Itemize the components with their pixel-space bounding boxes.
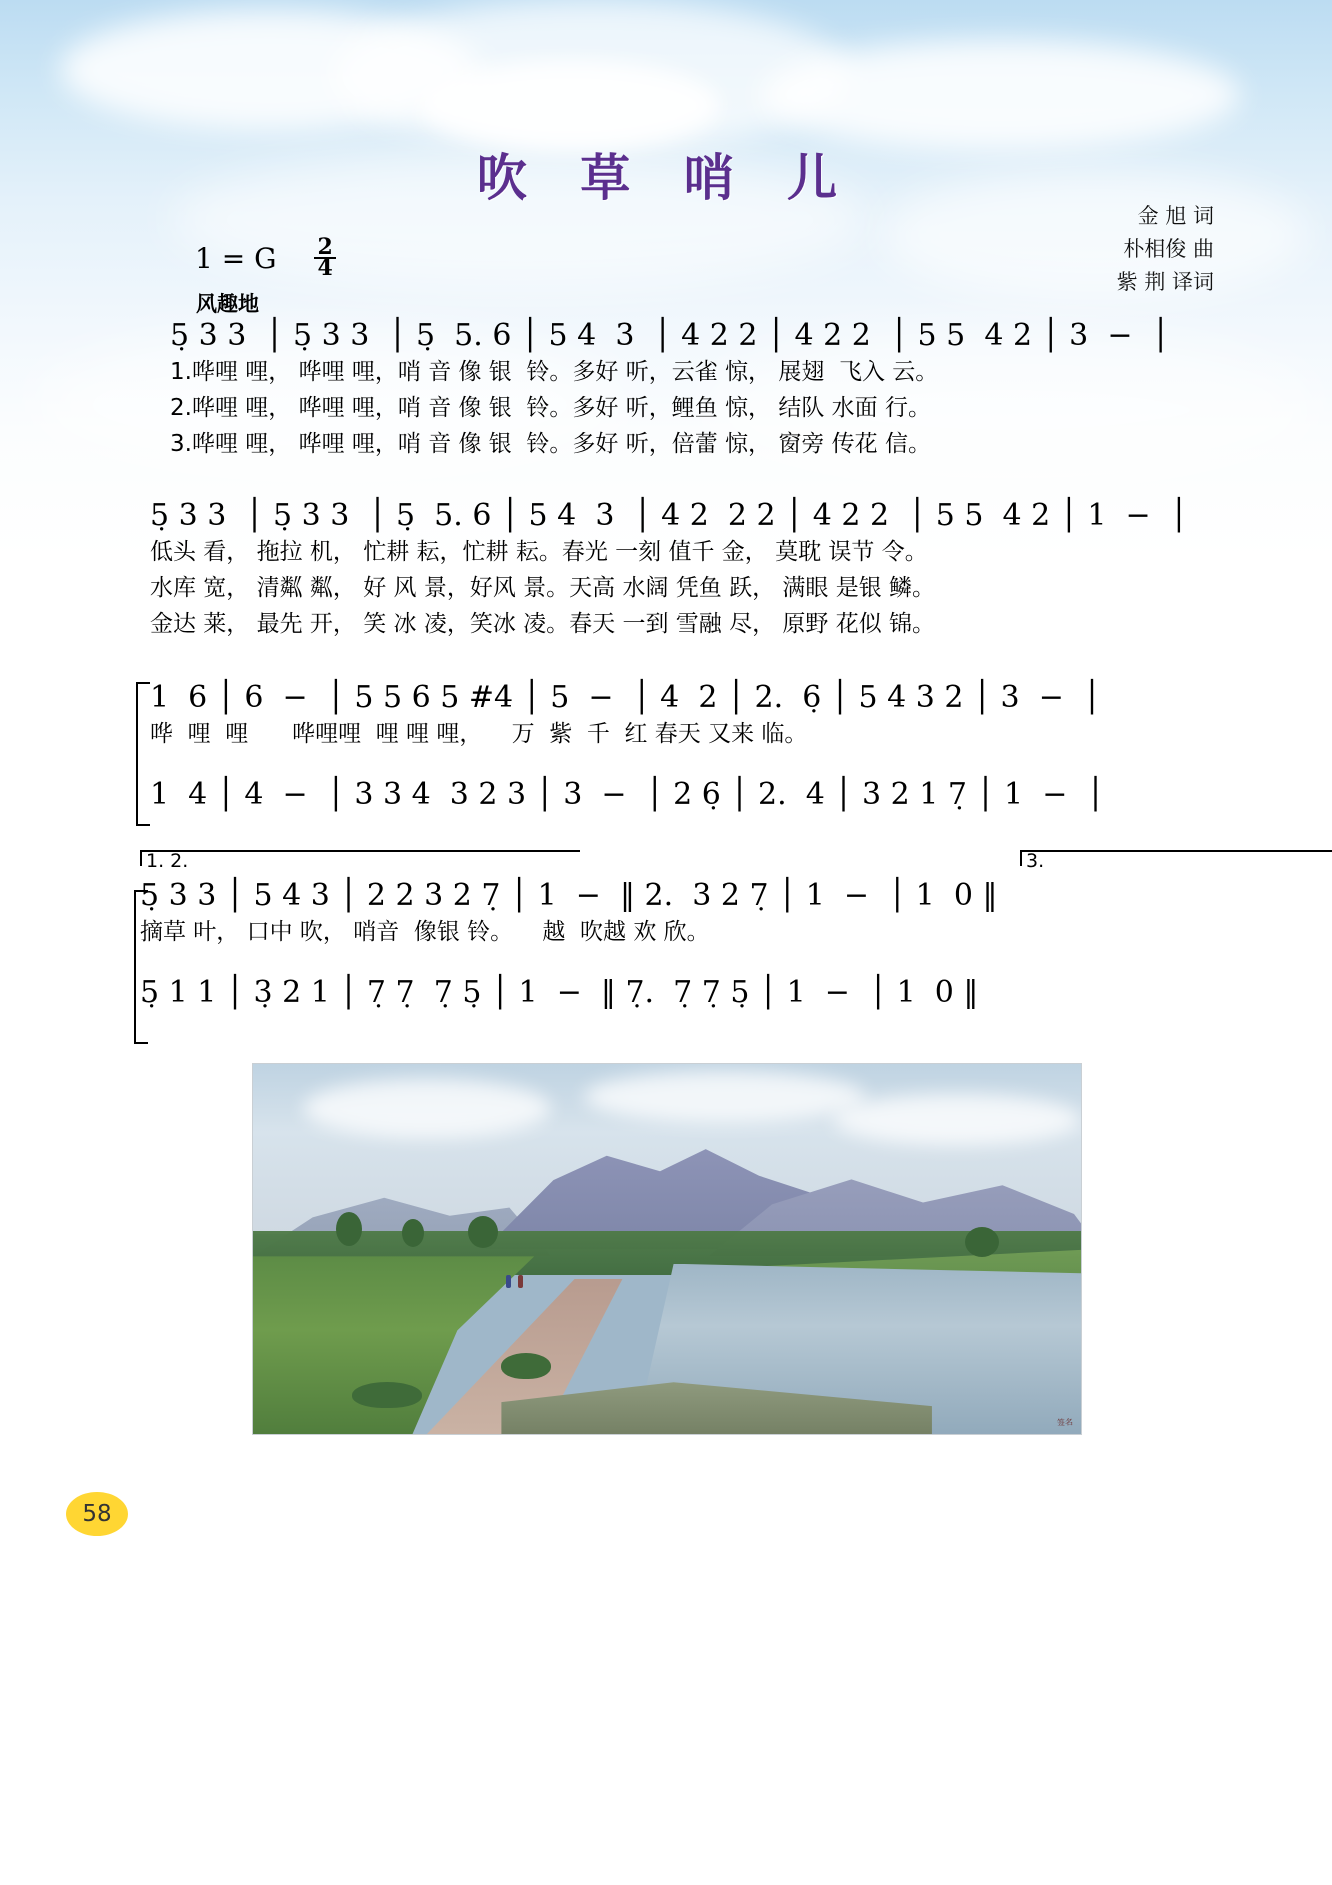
painting-signature: 签名 <box>1056 1417 1074 1428</box>
painting-figure <box>518 1275 523 1288</box>
painting-tree <box>965 1227 999 1257</box>
painting-cloud <box>584 1071 866 1123</box>
ending-label-1-2: 1. 2. <box>146 850 189 872</box>
lyric-line-verse-3: 金达 莱， 最先 开， 笑 冰 凌，笑冰 凌。春天 一到 雪融 尽， 原野 花似 锦。 <box>150 611 936 637</box>
key-signature-block <box>195 234 336 281</box>
music-system-1 <box>170 318 1170 461</box>
song-title: 吹 草 哨 儿 <box>476 149 856 207</box>
tempo-mood-marking: 风趣地 <box>196 292 259 316</box>
painting-bush <box>501 1353 551 1379</box>
music-system-3 <box>150 680 1104 812</box>
lyric-line-verse-1: 低头 看， 拖拉 机， 忙耕 耘，忙耕 耘。春光 一刻 值千 金， 莫耽 误节 令。 <box>150 539 928 565</box>
lyric-line: 摘草 叶， 口中 吹， 哨音 像银 铃。 越 吹越 欢 欣。 <box>140 919 710 945</box>
lyric-line-verse-2: 水库 宽， 清粼 粼， 好 风 景，好风 景。天高 水阔 凭鱼 跃， 满眼 是银 鳞。 <box>150 575 936 601</box>
time-signature <box>314 234 335 281</box>
key-signature: 1 = G <box>195 241 277 275</box>
credits-block <box>1117 200 1214 299</box>
notation-line: 5̣ 3 3 │ 5̣ 3 3 │ 5̣ 5. 6 │ 5 4 3 │ 4 2 2 2 │ 4 2 2 │ 5 5 4 2 │ 1 − │ <box>150 498 1188 533</box>
time-signature-numerator: 2 <box>314 238 335 259</box>
credit-composer: 朴相俊 曲 <box>1123 237 1214 261</box>
music-system-4 <box>140 850 1332 1010</box>
lyric-line-verse-3: 3.哗哩 哩， 哗哩 哩，哨 音 像 银 铃。多好 听，倍蕾 惊， 窗旁 传花 信。 <box>170 431 931 457</box>
notation-line-upper-voice: 5̣ 3 3 │ 5 4 3 │ 2 2 3 2 7̣ │ 1 − ‖ 2. 3 2 7̣ │ 1 − │ 1 0 ‖ <box>140 878 998 913</box>
notation-line-lower-voice: 1 4 │ 4 − │ 3 3 4 3 2 3 │ 3 − │ 2 6̣ │ 2. 4 │ 3 2 1 7̣ │ 1 − │ <box>150 777 1105 812</box>
lyric-line-verse-1: 1.哗哩 哩， 哗哩 哩，哨 音 像 银 铃。多好 听，云雀 惊， 展翅 飞入 云。 <box>170 359 939 385</box>
painting-bush <box>352 1382 422 1408</box>
notation-line-upper-voice: 1 6 │ 6 − │ 5 5 6 5 #4 │ 5 − │ 4 2 │ 2. 6̣ │ 5 4 3 2 │ 3 − │ <box>150 680 1101 715</box>
notation-line: 5̣ 3 3 │ 5̣ 3 3 │ 5̣ 5. 6 │ 5 4 3 │ 4 2 2 │ 4 2 2 │ 5 5 4 2 │ 3 − │ <box>170 318 1170 353</box>
credit-translator: 紫 荆 译词 <box>1116 270 1214 294</box>
painting-cloud <box>303 1079 551 1138</box>
painting-tree <box>336 1212 362 1246</box>
notation-line-lower-voice: 5̣ 1 1 │ 3̣ 2 1 │ 7̣ 7̣ 7̣ 5̣ │ 1 − ‖ 7̣. 7̣ 7̣ 5̣ │ 1 − │ 1 0 ‖ <box>140 975 979 1010</box>
painting-figure <box>506 1275 511 1288</box>
painting-tree <box>468 1216 498 1248</box>
page-number: 58 <box>66 1492 128 1536</box>
credit-lyricist: 金 旭 词 <box>1137 204 1214 228</box>
landscape-painting <box>252 1063 1082 1435</box>
music-system-2 <box>150 498 1188 641</box>
lyric-line-verse-2: 2.哗哩 哩， 哗哩 哩，哨 音 像 银 铃。多好 听，鲤鱼 惊， 结队 水面 行。 <box>170 395 931 421</box>
system-brace <box>134 890 148 1044</box>
lyric-line: 哗 哩 哩 哗哩哩 哩 哩 哩， 万 紫 千 红 春天 又来 临。 <box>150 721 808 747</box>
ending-label-3: 3. <box>1026 850 1045 872</box>
system-brace <box>136 682 150 826</box>
time-signature-denominator: 4 <box>317 255 333 281</box>
painting-cloud <box>833 1094 1081 1146</box>
